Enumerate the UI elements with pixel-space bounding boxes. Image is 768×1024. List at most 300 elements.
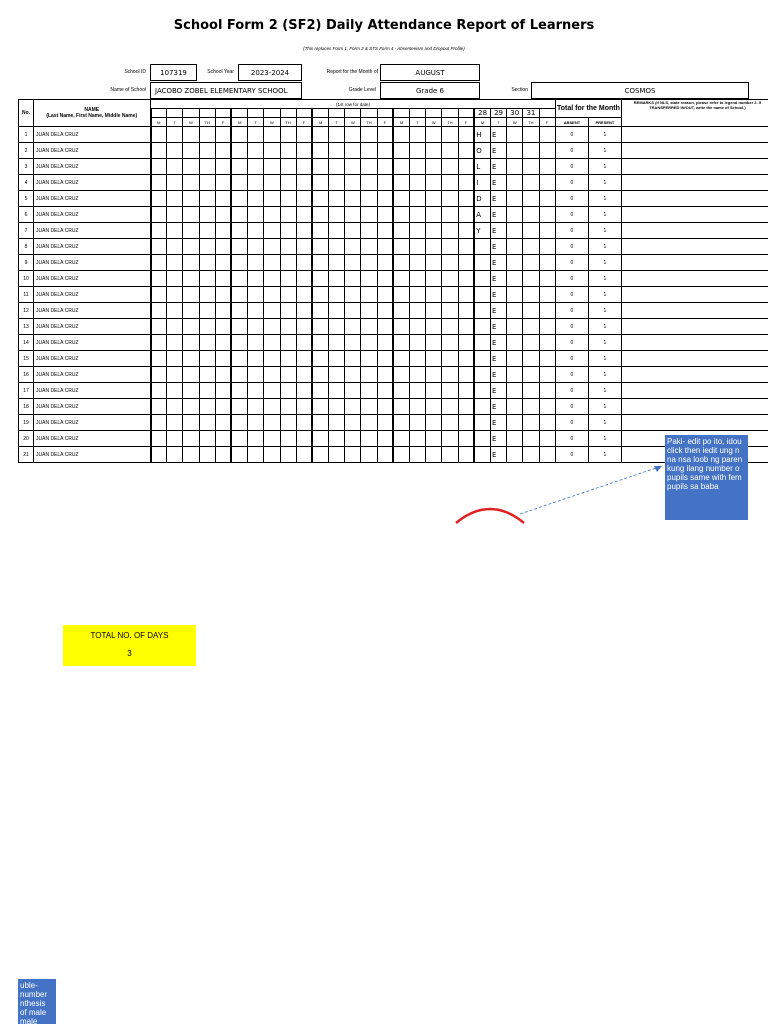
attendance-cell[interactable]: E [490,143,506,159]
attendance-cell[interactable] [280,287,296,303]
attendance-cell[interactable] [426,159,442,175]
attendance-cell[interactable] [539,175,555,191]
absent-count-cell[interactable]: 0 [555,415,588,431]
attendance-cell[interactable] [507,143,523,159]
attendance-cell[interactable] [296,431,312,447]
attendance-cell[interactable] [410,351,426,367]
attendance-cell[interactable] [231,319,247,335]
attendance-cell[interactable] [539,207,555,223]
month-field[interactable]: AUGUST [380,64,480,81]
attendance-cell[interactable] [377,271,393,287]
attendance-cell[interactable] [280,207,296,223]
attendance-cell[interactable] [167,159,183,175]
attendance-cell[interactable] [507,255,523,271]
attendance-cell[interactable] [523,415,539,431]
attendance-cell[interactable] [539,159,555,175]
attendance-cell[interactable] [410,191,426,207]
attendance-cell[interactable] [264,351,280,367]
attendance-cell[interactable] [199,271,215,287]
attendance-cell[interactable] [215,207,231,223]
attendance-cell[interactable] [426,143,442,159]
attendance-cell[interactable] [280,175,296,191]
attendance-cell[interactable] [393,255,409,271]
attendance-cell[interactable] [183,287,199,303]
attendance-cell[interactable] [442,303,458,319]
attendance-cell[interactable] [151,207,167,223]
attendance-cell[interactable] [248,239,264,255]
attendance-cell[interactable] [231,399,247,415]
attendance-cell[interactable] [523,271,539,287]
attendance-cell[interactable] [539,367,555,383]
attendance-cell[interactable] [410,223,426,239]
attendance-cell[interactable] [296,415,312,431]
attendance-cell[interactable] [329,383,345,399]
attendance-cell[interactable] [393,191,409,207]
attendance-cell[interactable] [426,223,442,239]
attendance-cell[interactable] [539,319,555,335]
attendance-cell[interactable] [393,351,409,367]
attendance-cell[interactable] [296,255,312,271]
attendance-cell[interactable] [264,191,280,207]
present-count-cell[interactable]: 1 [588,143,621,159]
attendance-cell[interactable] [345,271,361,287]
remarks-cell[interactable] [621,223,768,239]
attendance-cell[interactable] [442,207,458,223]
attendance-cell[interactable] [507,367,523,383]
attendance-cell[interactable] [458,383,474,399]
attendance-cell[interactable] [167,127,183,143]
attendance-cell[interactable] [312,271,328,287]
attendance-cell[interactable] [312,239,328,255]
attendance-cell[interactable] [248,335,264,351]
attendance-cell[interactable] [312,431,328,447]
attendance-cell[interactable] [215,191,231,207]
attendance-cell[interactable] [264,447,280,463]
attendance-cell[interactable] [426,239,442,255]
remarks-cell[interactable] [621,239,768,255]
attendance-cell[interactable] [264,223,280,239]
attendance-cell[interactable] [296,335,312,351]
absent-count-cell[interactable]: 0 [555,351,588,367]
attendance-cell[interactable] [151,191,167,207]
remarks-cell[interactable] [621,159,768,175]
attendance-cell[interactable] [426,383,442,399]
attendance-cell[interactable] [248,143,264,159]
attendance-cell[interactable] [151,255,167,271]
absent-count-cell[interactable]: 0 [555,383,588,399]
attendance-cell[interactable] [426,447,442,463]
attendance-cell[interactable] [361,383,377,399]
attendance-cell[interactable] [329,159,345,175]
present-count-cell[interactable]: 1 [588,271,621,287]
attendance-cell[interactable] [151,127,167,143]
absent-count-cell[interactable]: 0 [555,335,588,351]
attendance-cell[interactable] [151,143,167,159]
learner-name-cell[interactable]: JUAN DELA CRUZ [34,319,151,335]
present-count-cell[interactable]: 1 [588,431,621,447]
attendance-cell[interactable] [183,367,199,383]
remarks-cell[interactable] [621,303,768,319]
school-id-field[interactable]: 107319 [150,64,197,81]
attendance-cell[interactable] [393,447,409,463]
attendance-cell[interactable] [329,127,345,143]
present-count-cell[interactable]: 1 [588,367,621,383]
attendance-cell[interactable] [426,335,442,351]
attendance-cell[interactable] [280,191,296,207]
learner-name-cell[interactable]: JUAN DELA CRUZ [34,303,151,319]
attendance-cell[interactable]: E [490,255,506,271]
attendance-cell[interactable] [264,319,280,335]
attendance-cell[interactable] [458,367,474,383]
attendance-cell[interactable] [507,287,523,303]
attendance-cell[interactable]: E [490,415,506,431]
attendance-cell[interactable] [442,239,458,255]
attendance-cell[interactable] [523,399,539,415]
remarks-cell[interactable] [621,175,768,191]
attendance-cell[interactable] [329,175,345,191]
attendance-cell[interactable] [296,319,312,335]
attendance-cell[interactable] [296,207,312,223]
attendance-cell[interactable] [539,335,555,351]
attendance-cell[interactable] [167,143,183,159]
attendance-cell[interactable] [280,159,296,175]
attendance-cell[interactable] [248,191,264,207]
absent-count-cell[interactable]: 0 [555,271,588,287]
attendance-cell[interactable] [264,175,280,191]
attendance-cell[interactable]: E [490,431,506,447]
attendance-cell[interactable] [442,431,458,447]
attendance-cell[interactable] [345,303,361,319]
learner-name-cell[interactable]: JUAN DELA CRUZ [34,383,151,399]
attendance-cell[interactable] [248,383,264,399]
edit-instruction-note[interactable]: Paki- edit po ito, idou click then iedit ung n na nsa loob ng paren kung ilang number o pupils same with fem pupils sa baba [665,435,748,520]
attendance-cell[interactable] [312,223,328,239]
absent-count-cell[interactable]: 0 [555,255,588,271]
attendance-cell[interactable] [167,239,183,255]
attendance-cell[interactable] [426,303,442,319]
attendance-cell[interactable] [248,223,264,239]
attendance-cell[interactable] [393,319,409,335]
attendance-cell[interactable] [458,239,474,255]
attendance-cell[interactable] [248,367,264,383]
school-year-field[interactable]: 2023-2024 [238,64,302,81]
attendance-cell[interactable] [458,159,474,175]
attendance-cell[interactable] [215,383,231,399]
attendance-cell[interactable] [393,207,409,223]
attendance-cell[interactable] [442,255,458,271]
remarks-cell[interactable] [621,191,768,207]
attendance-cell[interactable] [507,351,523,367]
attendance-cell[interactable]: E [490,223,506,239]
attendance-cell[interactable] [345,399,361,415]
attendance-cell[interactable]: E [490,383,506,399]
remarks-cell[interactable] [621,255,768,271]
attendance-cell[interactable] [474,415,490,431]
attendance-cell[interactable] [442,143,458,159]
attendance-cell[interactable] [248,447,264,463]
attendance-cell[interactable] [539,143,555,159]
attendance-cell[interactable] [329,351,345,367]
attendance-cell[interactable] [361,127,377,143]
school-name-field[interactable]: JACOBO ZOBEL ELEMENTARY SCHOOL [150,82,302,99]
learner-name-cell[interactable]: JUAN DELA CRUZ [34,335,151,351]
attendance-cell[interactable] [426,351,442,367]
learner-name-cell[interactable]: JUAN DELA CRUZ [34,255,151,271]
remarks-cell[interactable] [621,383,768,399]
attendance-cell[interactable] [507,159,523,175]
attendance-cell[interactable] [215,175,231,191]
attendance-cell[interactable] [361,415,377,431]
attendance-cell[interactable] [167,383,183,399]
attendance-cell[interactable] [264,159,280,175]
absent-count-cell[interactable]: 0 [555,303,588,319]
attendance-cell[interactable] [312,351,328,367]
attendance-cell[interactable] [393,383,409,399]
remarks-cell[interactable] [621,143,768,159]
learner-name-cell[interactable]: JUAN DELA CRUZ [34,431,151,447]
section-field[interactable]: COSMOS [531,82,749,99]
attendance-cell[interactable] [215,159,231,175]
attendance-cell[interactable] [264,399,280,415]
attendance-cell[interactable] [248,127,264,143]
attendance-cell[interactable] [296,223,312,239]
attendance-cell[interactable] [361,175,377,191]
attendance-cell[interactable]: E [490,351,506,367]
attendance-cell[interactable] [377,447,393,463]
attendance-cell[interactable] [523,351,539,367]
attendance-cell[interactable] [199,303,215,319]
attendance-cell[interactable] [458,319,474,335]
attendance-cell[interactable] [474,447,490,463]
grade-level-field[interactable]: Grade 6 [380,82,480,99]
attendance-cell[interactable] [458,175,474,191]
attendance-cell[interactable] [523,303,539,319]
attendance-cell[interactable] [199,431,215,447]
attendance-cell[interactable] [183,399,199,415]
attendance-cell[interactable] [426,175,442,191]
attendance-cell[interactable]: E [490,319,506,335]
attendance-cell[interactable] [523,319,539,335]
attendance-cell[interactable] [167,319,183,335]
attendance-cell[interactable] [183,143,199,159]
attendance-cell[interactable] [377,431,393,447]
attendance-cell[interactable] [523,175,539,191]
attendance-cell[interactable] [329,447,345,463]
attendance-cell[interactable] [410,271,426,287]
attendance-cell[interactable] [410,287,426,303]
attendance-cell[interactable] [458,223,474,239]
attendance-cell[interactable] [539,223,555,239]
attendance-cell[interactable] [393,175,409,191]
attendance-cell[interactable] [329,399,345,415]
attendance-cell[interactable] [280,415,296,431]
attendance-cell[interactable] [426,127,442,143]
attendance-cell[interactable] [151,431,167,447]
attendance-cell[interactable] [167,415,183,431]
attendance-cell[interactable] [539,303,555,319]
attendance-cell[interactable] [280,223,296,239]
attendance-cell[interactable] [426,191,442,207]
attendance-cell[interactable] [345,367,361,383]
remarks-cell[interactable] [621,335,768,351]
attendance-cell[interactable] [474,431,490,447]
attendance-cell[interactable] [248,415,264,431]
attendance-cell[interactable] [151,223,167,239]
attendance-cell[interactable] [280,143,296,159]
remarks-cell[interactable] [621,271,768,287]
attendance-cell[interactable] [393,367,409,383]
attendance-cell[interactable] [248,431,264,447]
learner-name-cell[interactable]: JUAN DELA CRUZ [34,239,151,255]
present-count-cell[interactable]: 1 [588,319,621,335]
attendance-cell[interactable] [199,383,215,399]
attendance-cell[interactable] [215,303,231,319]
learner-name-cell[interactable]: JUAN DELA CRUZ [34,127,151,143]
attendance-cell[interactable] [167,223,183,239]
attendance-cell[interactable] [361,399,377,415]
attendance-cell[interactable] [167,335,183,351]
attendance-cell[interactable] [345,239,361,255]
present-count-cell[interactable]: 1 [588,207,621,223]
attendance-cell[interactable] [183,335,199,351]
attendance-cell[interactable] [458,143,474,159]
attendance-cell[interactable] [231,207,247,223]
attendance-cell[interactable] [442,191,458,207]
absent-count-cell[interactable]: 0 [555,239,588,255]
attendance-cell[interactable] [393,271,409,287]
attendance-cell[interactable] [231,335,247,351]
attendance-cell[interactable] [151,399,167,415]
attendance-cell[interactable] [377,303,393,319]
attendance-cell[interactable] [410,399,426,415]
attendance-cell[interactable] [507,399,523,415]
attendance-cell[interactable] [345,191,361,207]
attendance-cell[interactable] [361,431,377,447]
attendance-cell[interactable] [329,255,345,271]
attendance-cell[interactable] [458,351,474,367]
attendance-cell[interactable] [426,431,442,447]
attendance-cell[interactable]: I [474,175,490,191]
attendance-cell[interactable] [539,399,555,415]
attendance-cell[interactable] [345,143,361,159]
attendance-cell[interactable] [167,175,183,191]
attendance-cell[interactable] [312,367,328,383]
present-count-cell[interactable]: 1 [588,351,621,367]
attendance-cell[interactable]: E [490,303,506,319]
attendance-cell[interactable] [458,271,474,287]
learner-name-cell[interactable]: JUAN DELA CRUZ [34,415,151,431]
attendance-cell[interactable] [507,303,523,319]
attendance-cell[interactable] [410,175,426,191]
attendance-cell[interactable]: E [490,127,506,143]
attendance-cell[interactable] [539,287,555,303]
attendance-cell[interactable] [264,383,280,399]
absent-count-cell[interactable]: 0 [555,319,588,335]
attendance-cell[interactable] [312,383,328,399]
attendance-cell[interactable] [474,335,490,351]
attendance-cell[interactable] [523,207,539,223]
attendance-cell[interactable] [231,383,247,399]
attendance-cell[interactable] [215,319,231,335]
learner-name-cell[interactable]: JUAN DELA CRUZ [34,159,151,175]
attendance-cell[interactable] [264,207,280,223]
attendance-cell[interactable] [215,239,231,255]
attendance-cell[interactable] [361,159,377,175]
attendance-cell[interactable] [442,415,458,431]
attendance-cell[interactable] [458,127,474,143]
attendance-cell[interactable] [523,367,539,383]
attendance-cell[interactable] [361,447,377,463]
attendance-cell[interactable] [167,367,183,383]
attendance-cell[interactable] [410,207,426,223]
attendance-cell[interactable] [458,335,474,351]
attendance-cell[interactable] [248,287,264,303]
attendance-cell[interactable] [361,143,377,159]
attendance-cell[interactable] [329,271,345,287]
attendance-cell[interactable] [296,447,312,463]
attendance-cell[interactable] [280,271,296,287]
attendance-cell[interactable] [248,159,264,175]
attendance-cell[interactable] [280,431,296,447]
present-count-cell[interactable]: 1 [588,191,621,207]
attendance-cell[interactable] [151,367,167,383]
attendance-cell[interactable] [199,175,215,191]
attendance-cell[interactable] [377,399,393,415]
attendance-cell[interactable] [523,191,539,207]
attendance-cell[interactable] [458,207,474,223]
attendance-cell[interactable] [426,319,442,335]
attendance-cell[interactable] [539,351,555,367]
attendance-cell[interactable] [264,415,280,431]
attendance-cell[interactable] [151,383,167,399]
attendance-cell[interactable] [345,207,361,223]
attendance-cell[interactable] [199,191,215,207]
attendance-cell[interactable] [393,431,409,447]
attendance-cell[interactable] [280,399,296,415]
attendance-cell[interactable] [183,255,199,271]
attendance-cell[interactable] [215,223,231,239]
attendance-cell[interactable] [215,351,231,367]
attendance-cell[interactable] [231,127,247,143]
attendance-cell[interactable] [458,191,474,207]
attendance-cell[interactable] [215,367,231,383]
attendance-cell[interactable] [345,175,361,191]
attendance-cell[interactable] [345,335,361,351]
learner-name-cell[interactable]: JUAN DELA CRUZ [34,287,151,303]
attendance-cell[interactable] [199,335,215,351]
attendance-cell[interactable] [312,191,328,207]
attendance-cell[interactable] [410,319,426,335]
attendance-cell[interactable]: E [490,399,506,415]
attendance-cell[interactable] [361,191,377,207]
attendance-cell[interactable]: E [490,271,506,287]
attendance-cell[interactable] [426,207,442,223]
attendance-cell[interactable] [264,127,280,143]
attendance-cell[interactable] [410,447,426,463]
attendance-cell[interactable] [215,447,231,463]
learner-name-cell[interactable]: JUAN DELA CRUZ [34,351,151,367]
attendance-cell[interactable]: E [490,335,506,351]
attendance-cell[interactable] [377,223,393,239]
attendance-cell[interactable] [215,271,231,287]
attendance-cell[interactable] [183,191,199,207]
attendance-cell[interactable] [410,159,426,175]
present-count-cell[interactable]: 1 [588,287,621,303]
attendance-cell[interactable] [442,319,458,335]
attendance-cell[interactable] [280,383,296,399]
attendance-cell[interactable] [167,399,183,415]
attendance-cell[interactable] [231,287,247,303]
